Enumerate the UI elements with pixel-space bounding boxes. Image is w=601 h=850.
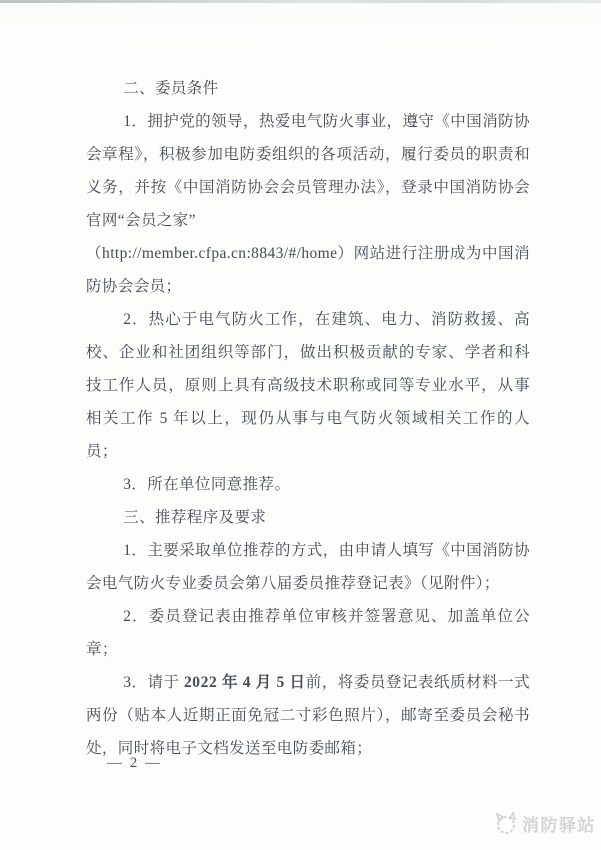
section-2-item-1: 1．拥护党的领导，热爱电气防火事业，遵守《中国消防协会章程》，积极参加电防委组织的各项活动，履行委员的职责和义务，并按《中国消防协会会员管理办法》，登录中国消防协会官网“会员之家” (86, 113, 530, 229)
section-2-item-3: 3．所在单位同意推荐。 (123, 476, 291, 493)
watermark (492, 810, 596, 836)
section-2-url-line: （http://member.cfpa.cn:8843/#/home）网站进行注册成为中国消防协会会员； (86, 245, 530, 295)
watermark-label: 消防驿站 (522, 815, 596, 835)
section-3-item-3 (86, 666, 530, 765)
deadline-sentence-prefix: 3．请于 (123, 674, 184, 691)
deadline-date: 2022 年 4 月 5 日 (183, 674, 306, 691)
section-3-item-1: 1．主要采取单位推荐的方式，由申请人填写《中国消防协会电气防火专业委员会第八届委员推荐登记表》（见附件）； (86, 542, 530, 592)
section-3-heading: 三、推荐程序及要求 (123, 509, 267, 526)
deadline-sentence-suffix: 前，将委员登记表纸质材料一式两份（贴本人近期正面免冠二寸彩色照片），邮寄至委员会秘书处，同时将电子文档发送至电防委邮箱； (86, 674, 530, 757)
section-3-item-2: 2．委员登记表由推荐单位审核并签署意见、加盖单位公章； (86, 608, 530, 658)
page-number: — 2 — (107, 755, 162, 771)
section-2-item-2: 2．热心于电气防火工作，在建筑、电力、消防救援、高校、企业和社团组织等部门，做出积极贡献的专家、学者和科技工作人员，原则上具有高级技术职称或同等专业水平，从事相关工作 5 年以上，现仍从事与电气防火领域相关工作的人员； (86, 311, 530, 460)
cat-logo-icon (492, 810, 518, 836)
document-body (86, 72, 530, 765)
section-2-heading: 二、委员条件 (123, 80, 219, 97)
scan-edge-line (0, 0, 601, 3)
